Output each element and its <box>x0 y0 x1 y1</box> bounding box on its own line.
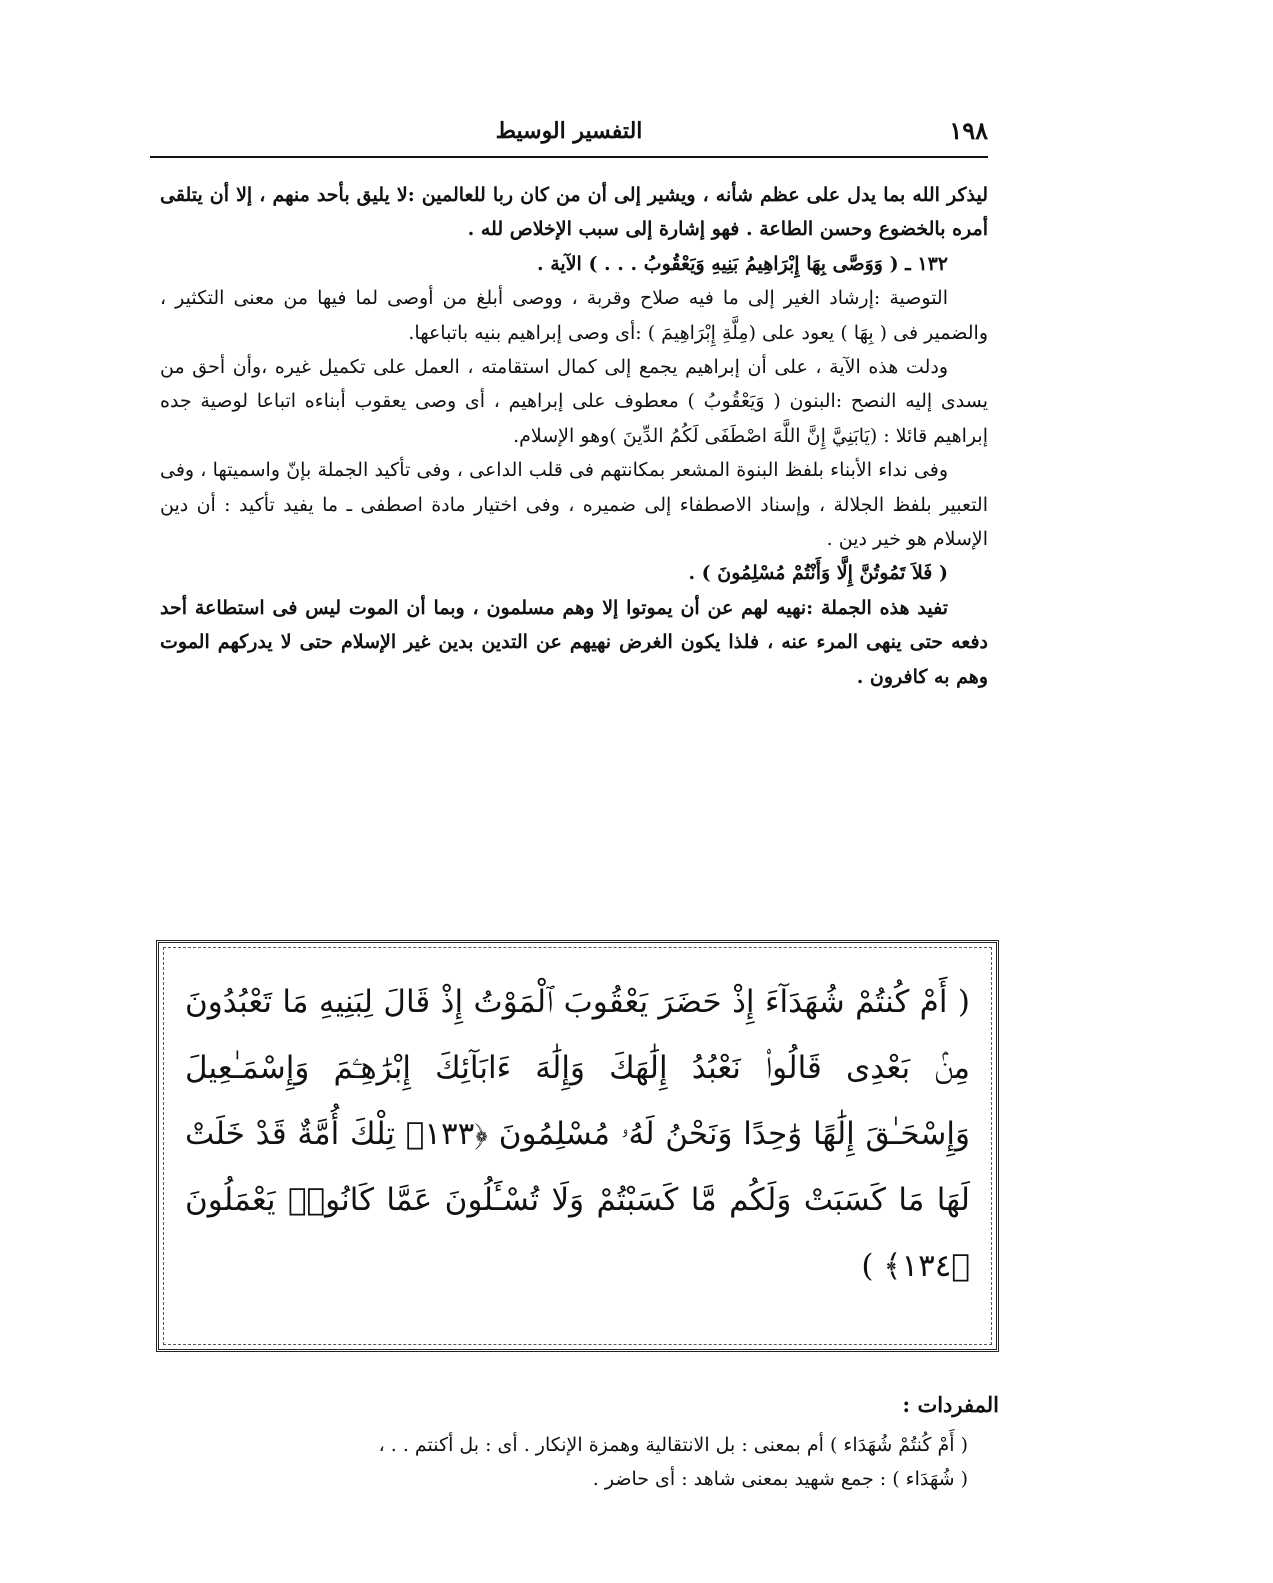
verse-quote: ( فَلاَ تَمُوتُنَّ إِلَّا وَأَنْتُمْ مُسْلِمُونَ ) . <box>688 562 948 585</box>
paragraph-tufid: تفيد هذه الجملة :نهيه لهم عن أن يموتوا إلا وهم مسلمون ، وبما أن الموت ليس فى استطاعة أحد دفعه حتى ينهى المرء عنه ، فلذا يكون الغرض نهيهم عن التدين بدين غير الإسلام حتى لا يدركهم الموت وهم به كافرون . <box>160 596 988 688</box>
vocabulary-list <box>180 1428 988 1496</box>
verse-heading-132: ١٣٢ ـ ( وَوَصَّى بِهَا إِبْرَاهِيمُ بَنِيهِ وَيَعْقُوبُ . . . ) الآية . <box>537 252 948 275</box>
running-title: التفسير الوسيط <box>495 118 643 144</box>
quran-verse-box <box>156 940 999 1352</box>
page-number: ١٩٨ <box>949 116 988 145</box>
vocabulary-item: ( شُهَدَاء ) : جمع شهيد بمعنى شاهد : أى حاضر . <box>592 1468 968 1490</box>
paragraph-tawsiya: التوصية :إرشاد الغير إلى ما فيه صلاح وقربة ، ووصى أبلغ من أوصى لما فيها من معنى التكثير ، والضمير فى ( بِهَا ) يعود على (مِلَّةِ إِبْرَاهِيمَ ) :أى وصى إبراهيم بنيه باتباعها. <box>160 287 988 344</box>
vocabulary-heading: المفردات : <box>902 1392 999 1417</box>
quran-verse-text <box>185 969 970 1299</box>
paragraph-nida: وفى نداء الأبناء بلفظ البنوة المشعر بمكانتهم فى قلب الداعى ، وفى تأكيد الجملة بإنّ واسميتها ، وفى التعبير بلفظ الجلالة ، وإسناد الاصطفاء إلى ضميره ، وفى اختيار مادة اصطفى ـ ما يفيد تأكيد : أن دين الإسلام هو خير دين . <box>160 459 988 551</box>
paragraph-opening: ليذكر الله بما يدل على عظم شأنه ، ويشير إلى أن من كان ربا للعالمين :لا يليق بأحد منهم ، إلا أن يتلقى أمره بالخضوع وحسن الطاعة . فهو إشارة إلى سبب الإخلاص لله . <box>160 184 988 241</box>
commentary-text <box>160 178 988 694</box>
vocabulary-item: ( أَمْ كُنتُمْ شُهَدَاء ) أم بمعنى : بل الانتقالية وهمزة الإنكار . أى : بل أكنتم . . ، <box>378 1434 968 1456</box>
paragraph-dalalat: ودلت هذه الآية ، على أن إبراهيم يجمع إلى كمال استقامته ، العمل على تكميل غيره ،وأن أحق من يسدى إليه النصح :البنون ( وَيَعْقُوبُ ) معطوف على إبراهيم ، أى وصى يعقوب أبناءه اتباعا لوصية جده إبراهيم قائلا : (يَابَنِيَّ إِنَّ اللَّهَ اصْطَفَى لَكُمُ الدِّينَ )وهو الإسلام. <box>160 356 988 447</box>
page-header <box>150 108 988 158</box>
quran-verses-133-134: ( أَمْ كُنتُمْ شُهَدَآءَ إِذْ حَضَرَ يَعْقُوبَ ٱلْمَوْتُ إِذْ قَالَ لِبَنِيهِ مَا تَعْبُدُونَ مِنۢ بَعْدِى قَالُوا۟ نَعْبُدُ إِلَٰهَكَ وَإِلَٰهَ ءَابَآئِكَ إِبْرَٰهِـۧمَ وَإِسْمَـٰعِيلَ وَإِسْحَـٰقَ إِلَٰهًا وَٰحِدًا وَنَحْنُ لَهُۥ مُسْلِمُونَ ﴿١٣٣﴾ تِلْكَ أُمَّةٌ قَدْ خَلَتْ لَهَا مَا كَسَبَتْ وَلَكُم مَّا كَسَبْتُمْ وَلَا تُسْـَٔلُونَ عَمَّا كَانُوا۟ يَعْمَلُونَ ﴿١٣٤﴾ ) <box>185 984 970 1284</box>
